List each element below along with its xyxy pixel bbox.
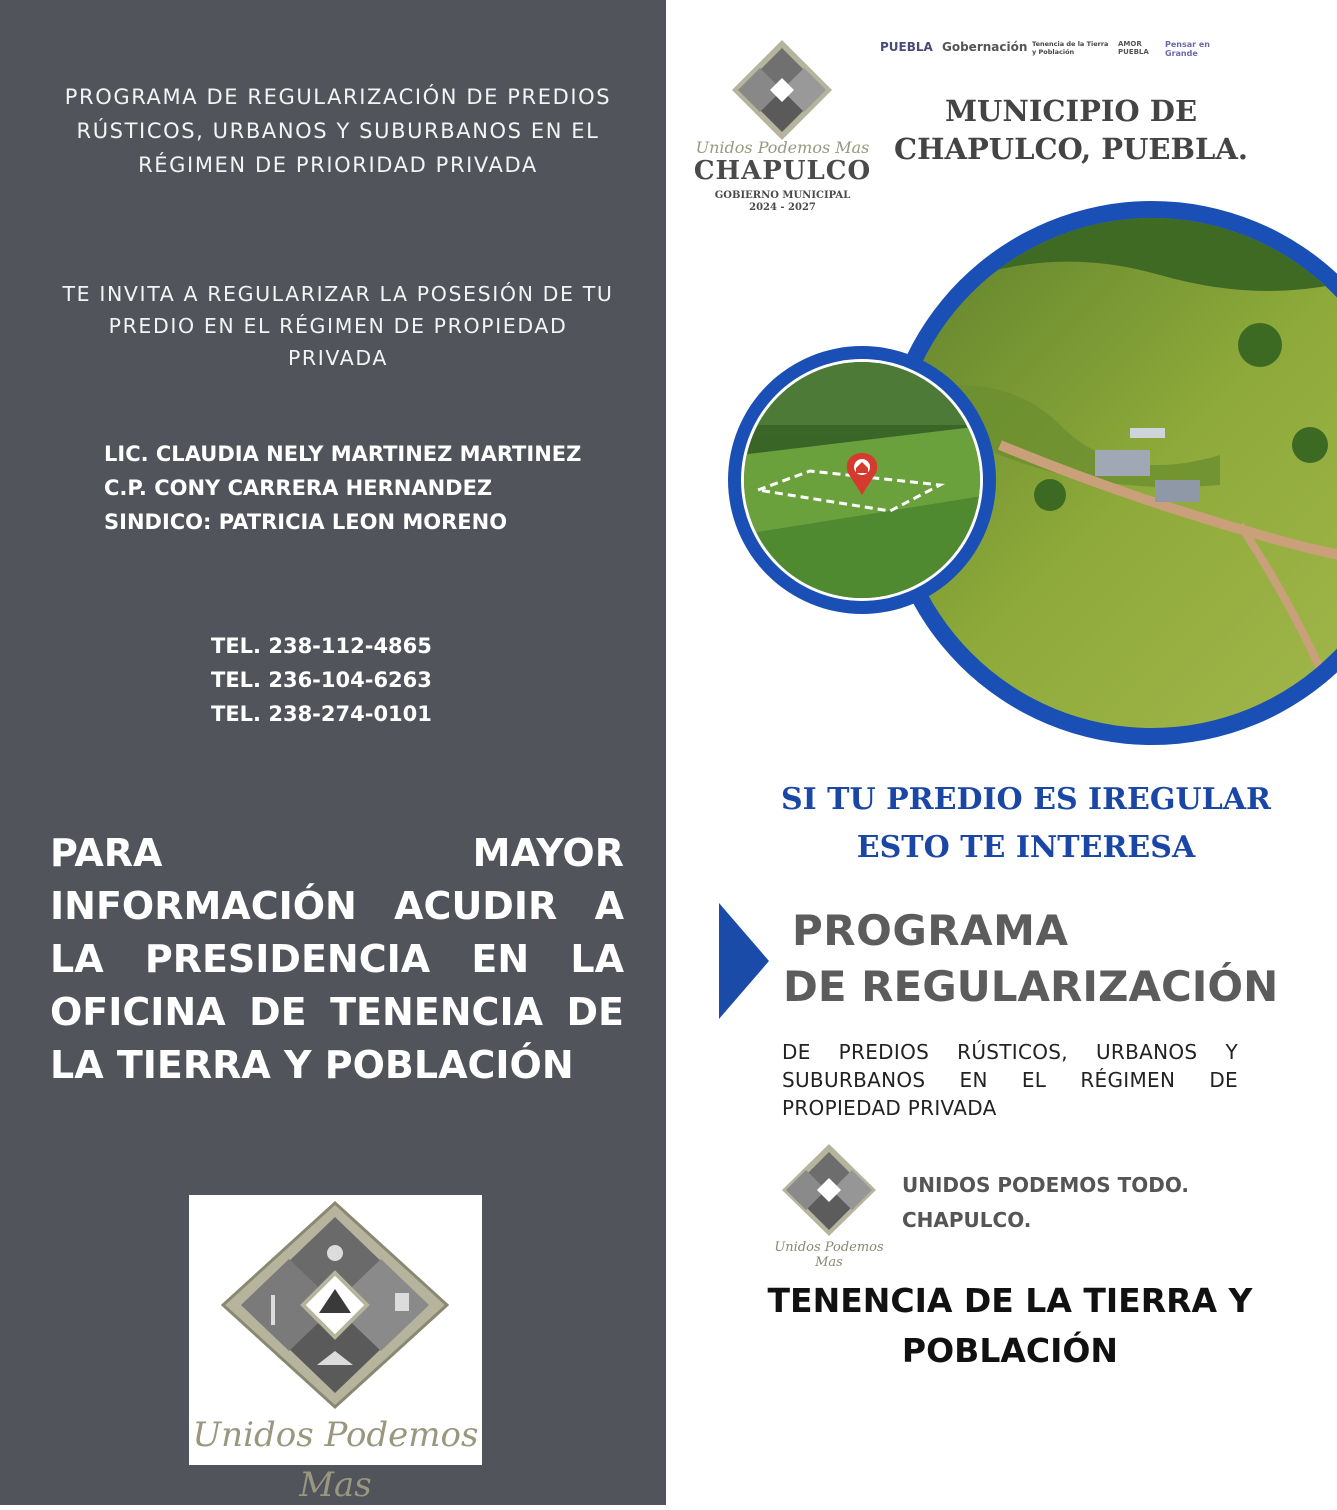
official-name: C.P. CONY CARRERA HERNANDEZ bbox=[104, 476, 493, 500]
left-panel bbox=[0, 0, 666, 1505]
play-arrow-icon bbox=[719, 903, 769, 1019]
partner-logos bbox=[880, 38, 1225, 68]
interest-line: ESTO TE INTERESA bbox=[856, 830, 1196, 865]
phone-number: TEL. 238-274-0101 bbox=[211, 702, 432, 726]
municipal-logo-large bbox=[189, 1195, 482, 1505]
logo-sub-text: GOBIERNO MUNICIPAL bbox=[714, 190, 851, 201]
slogan-line: UNIDOS PODEMOS TODO. bbox=[902, 1173, 1189, 1197]
phone-number: TEL. 236-104-6263 bbox=[211, 668, 432, 692]
phone-list bbox=[211, 629, 432, 731]
official-name: LIC. CLAUDIA NELY MARTINEZ MARTINEZ bbox=[104, 442, 582, 466]
official-name: SINDICO: PATRICIA LEON MORENO bbox=[104, 510, 508, 534]
partner-logo: Gobernación bbox=[942, 40, 1028, 54]
program-intro-text: PROGRAMA DE REGULARIZACIÓN DE PREDIOS RÚSTICOS, URBANOS Y SUBURBANOS EN EL RÉGIMEN DE PRIORIDAD PRIVADA bbox=[64, 85, 612, 177]
partner-logo: Pensar en Grande bbox=[1165, 40, 1210, 58]
chapulco-logo bbox=[690, 38, 875, 220]
landscape-illustration bbox=[700, 195, 1337, 755]
phone-number: TEL. 238-112-4865 bbox=[211, 634, 432, 658]
office-name: TENENCIA DE LA TIERRA Y POBLACIÓN bbox=[767, 1281, 1253, 1370]
interest-line: SI TU PREDIO ES IREGULAR bbox=[781, 782, 1271, 817]
program-description: DE PREDIOS RÚSTICOS, URBANOS Y SUBURBANOS EN EL RÉGIMEN DE PROPIEDAD PRIVADA bbox=[782, 1040, 1238, 1120]
chapulco-small-logo bbox=[766, 1140, 892, 1270]
logo-motto-text: Unidos Podemos Mas bbox=[774, 1240, 884, 1270]
slogan-line: CHAPULCO. bbox=[902, 1208, 1032, 1232]
interest-headline bbox=[766, 776, 1286, 872]
logo-motto-text: Unidos Podemos Mas bbox=[695, 138, 870, 157]
program-title-line-1: PROGRAMA bbox=[792, 906, 1069, 955]
invitation-text: TE INVITA A REGULARIZAR LA POSESIÓN DE TU PREDIO EN EL RÉGIMEN DE PROPIEDAD PRIVADA bbox=[62, 282, 614, 370]
officials-list bbox=[104, 437, 581, 539]
logo-motto-text: Unidos Podemos Mas bbox=[192, 1415, 479, 1505]
partner-logo: AMOR PUEBLA bbox=[1118, 40, 1149, 56]
small-diamond-emblem-icon bbox=[690, 38, 875, 143]
logo-years-text: 2024 - 2027 bbox=[749, 202, 816, 213]
municipality-title: MUNICIPIO DE CHAPULCO, PUEBLA. bbox=[893, 94, 1248, 166]
logo-name-text: CHAPULCO bbox=[693, 156, 872, 186]
partner-logo: Tenencia de la Tierra y Población bbox=[1032, 40, 1109, 56]
partner-logo: PUEBLA bbox=[880, 40, 933, 54]
slogan bbox=[902, 1168, 1189, 1238]
small-emblem-icon bbox=[766, 1140, 892, 1240]
program-title-line-2: DE REGULARIZACIÓN bbox=[783, 962, 1279, 1011]
hero-photo-collage bbox=[700, 195, 1337, 755]
more-info-text: PARA MAYOR INFORMACIÓN ACUDIR A LA PRESIDENCIA EN LA OFICINA DE TENENCIA DE LA TIERRA Y POBLACIÓN bbox=[50, 831, 624, 1087]
